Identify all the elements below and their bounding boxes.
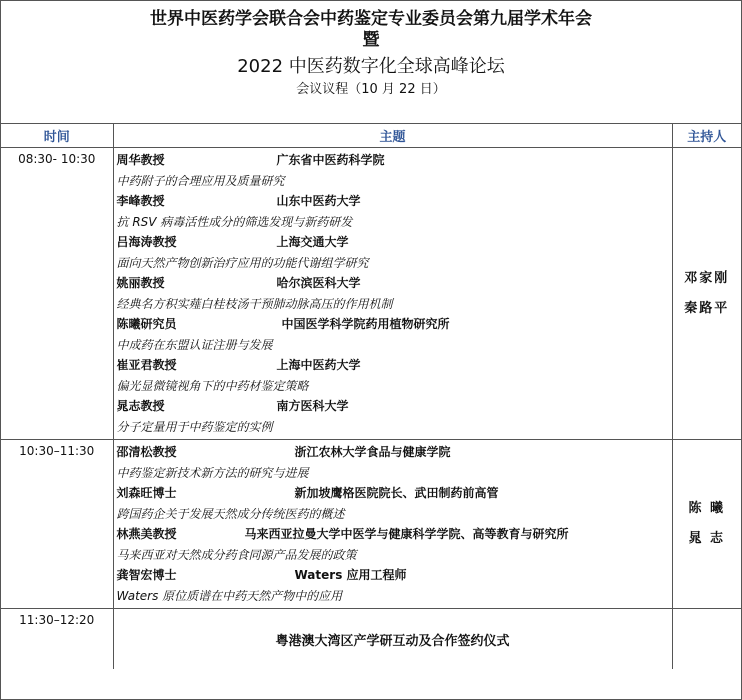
talk-speaker: [117, 273, 672, 294]
talk-topic: 抗 RSV 病毒活性成分的筛选发现与新药研发: [116, 214, 353, 229]
speaker-institution: 上海中医药大学: [276, 358, 361, 372]
talk-speaker: [117, 150, 672, 171]
column-header-host: 主持人: [672, 124, 741, 148]
session-hosts: [672, 440, 741, 609]
conference-title: 世界中医药学会联合会中药鉴定专业委员会第九届学术年会: [150, 9, 592, 29]
talk-speaker: [117, 355, 672, 376]
speaker-name: 刘森旺博士: [116, 486, 177, 500]
conference-conjunction: 暨: [362, 30, 380, 50]
talk-topic: 中药鉴定新技术新方法的研究与进展: [116, 465, 309, 480]
speaker-name: 崔亚君教授: [116, 358, 177, 372]
host-name: 秦路平: [684, 300, 730, 316]
talk-topic: 马来西亚对天然成分药食同源产品发展的政策: [116, 547, 357, 562]
talk-speaker: [117, 396, 672, 417]
talk-topic: 中成药在东盟认证注册与发展: [116, 337, 273, 352]
agenda-header: [1, 1, 741, 124]
talk-speaker: [117, 314, 672, 335]
speaker-name: 邵清松教授: [116, 445, 177, 459]
column-header-time: 时间: [1, 124, 113, 148]
speaker-institution: 山东中医药大学: [276, 194, 361, 208]
talk-speaker: [117, 524, 672, 545]
session-time: 11:30–12:20: [1, 609, 113, 670]
speaker-institution: 马来西亚拉曼大学中医学与健康科学学院、高等教育与研究所: [244, 527, 569, 541]
session-time: 08:30- 10:30: [1, 148, 113, 440]
speaker-name: 龚智宏博士: [116, 568, 177, 582]
speaker-name: 吕海涛教授: [116, 235, 177, 249]
speaker-name: 晁志教授: [116, 399, 165, 413]
session-row: [1, 609, 741, 670]
signing-ceremony: 粤港澳大湾区产学研互动及合作签约仪式: [113, 609, 672, 670]
session-row: [1, 148, 741, 440]
speaker-name: 陈曦研究员: [116, 317, 177, 331]
speaker-name: 李峰教授: [116, 194, 165, 208]
agenda-table: [1, 124, 741, 669]
speaker-name: 周华教授: [116, 153, 165, 167]
speaker-institution: 广东省中医药科学院: [276, 153, 385, 167]
session-talks: [113, 440, 672, 609]
talk-topic: Waters 原位质谱在中药天然产物中的应用: [116, 588, 343, 603]
host-name: 晁 志: [688, 531, 726, 546]
talk-topic: 跨国药企关于发展天然成分传统医药的概述: [116, 506, 345, 521]
host-name: 邓家刚: [684, 270, 730, 286]
talk-speaker: [117, 483, 672, 504]
talk-topic: 偏光显微镜视角下的中药材鉴定策略: [116, 378, 309, 393]
column-header-topic: 主题: [113, 124, 672, 148]
talk-speaker: [117, 442, 672, 463]
forum-title: 2022 中医药数字化全球高峰论坛: [237, 56, 505, 77]
agenda-date: 会议议程（10 月 22 日）: [296, 82, 446, 97]
speaker-institution: 浙江农林大学食品与健康学院: [294, 445, 451, 459]
session-row: [1, 440, 741, 609]
talk-speaker: [117, 232, 672, 253]
session-time: 10:30–11:30: [1, 440, 113, 609]
talk-speaker: [117, 565, 672, 586]
speaker-institution: 中国医学科学院药用植物研究所: [281, 317, 450, 331]
talk-topic: 分子定量用于中药鉴定的实例: [116, 419, 273, 434]
speaker-institution: 南方医科大学: [276, 399, 349, 413]
talk-topic: 经典名方积实薤白桂枝汤干预肺动脉高压的作用机制: [116, 296, 393, 311]
speaker-name: 姚丽教授: [116, 276, 165, 290]
session-hosts: [672, 609, 741, 670]
speaker-institution: 新加坡鹰格医院院长、武田制药前高管: [294, 486, 499, 500]
session-talks: [113, 148, 672, 440]
session-hosts: [672, 148, 741, 440]
host-name: 陈 曦: [688, 501, 726, 516]
talk-topic: 面向天然产物创新治疗应用的功能代谢组学研究: [116, 255, 369, 270]
table-header-row: [1, 124, 741, 148]
talk-topic: 中药附子的合理应用及质量研究: [116, 173, 285, 188]
speaker-institution: Waters 应用工程师: [294, 568, 407, 582]
speaker-name: 林燕美教授: [116, 527, 177, 541]
speaker-institution: 哈尔滨医科大学: [276, 276, 361, 290]
talk-speaker: [117, 191, 672, 212]
speaker-institution: 上海交通大学: [276, 235, 349, 249]
